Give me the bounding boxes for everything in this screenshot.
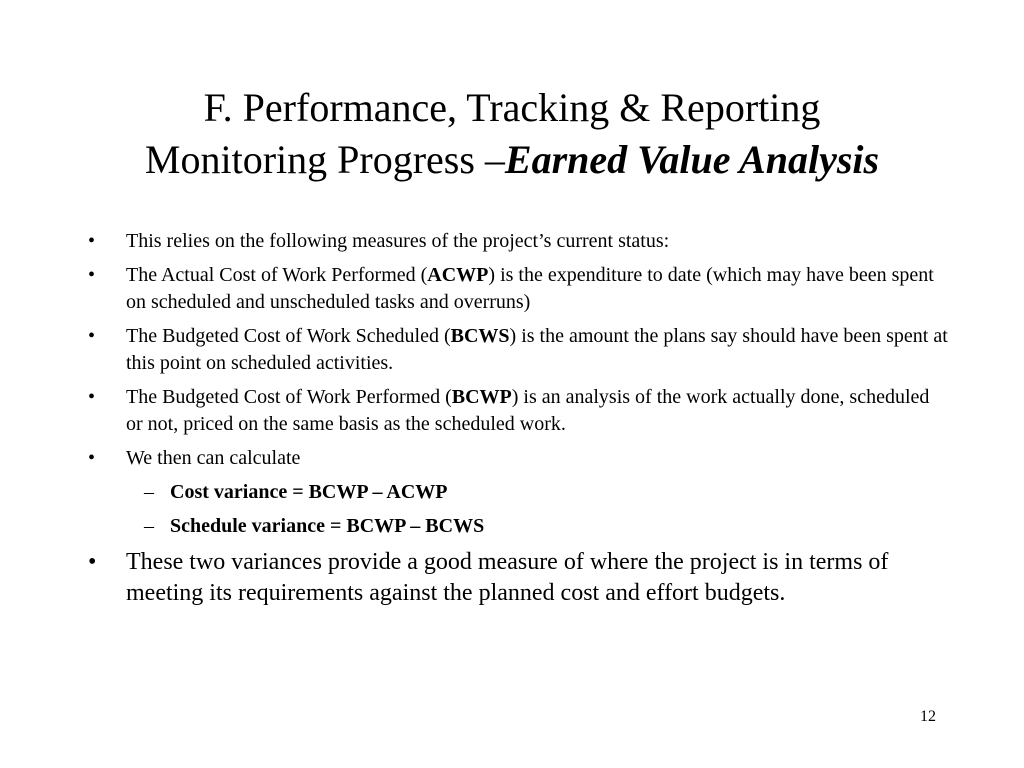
bullet-item [88, 445, 948, 472]
title-line-2-text: Monitoring Progress – [144, 137, 505, 182]
bullet-term: BCWP [451, 386, 512, 408]
bullet-marker: • [88, 549, 97, 575]
bullet-item [88, 384, 948, 438]
bullet-text: We then can calculate [126, 447, 301, 469]
bullet-text: The Budgeted Cost of Work Scheduled ( [126, 325, 451, 347]
bullet-term: ACWP [427, 264, 489, 286]
bullet-marker: • [88, 386, 96, 408]
sub-bullet-item [88, 479, 948, 506]
bullet-item [88, 547, 948, 609]
bullet-text: The Budgeted Cost of Work Performed ( [126, 386, 452, 408]
formula-text: Cost variance = BCWP – ACWP [170, 481, 448, 503]
bullet-text: ) is the amount the plans say should have been spent at this point on scheduled activities. [126, 325, 948, 374]
bullet-item [88, 228, 948, 255]
formula-text: Schedule variance = BCWP – BCWS [170, 515, 485, 537]
bullet-marker: • [88, 230, 96, 252]
title-line-2 [40, 134, 984, 186]
bullet-marker: • [88, 447, 96, 469]
bullet-marker: • [88, 325, 96, 347]
slide-body [88, 228, 948, 616]
dash-marker: – [144, 515, 154, 537]
slide-title [40, 82, 984, 186]
page-number: 12 [920, 708, 936, 725]
bullet-text: These two variances provide a good measure of where the project is in terms of meeting its requirements against the planned cost and effort budgets. [126, 549, 889, 606]
bullet-text: ) is an analysis of the work actually done, scheduled or not, priced on the same basis as the scheduled work. [126, 386, 930, 435]
bullet-term: BCWS [450, 325, 510, 347]
sub-bullet-item [88, 513, 948, 540]
title-line-1: F. Performance, Tracking & Reporting [203, 85, 821, 130]
title-emphasis: Earned Value Analysis [504, 137, 880, 182]
bullet-text: This relies on the following measures of the project’s current status: [126, 230, 670, 252]
bullet-text: ) is the expenditure to date (which may have been spent on scheduled and unscheduled tasks and overruns) [126, 264, 934, 313]
bullet-text: The Actual Cost of Work Performed ( [126, 264, 428, 286]
bullet-item [88, 262, 948, 316]
bullet-item [88, 323, 948, 377]
dash-marker: – [144, 481, 154, 503]
bullet-marker: • [88, 264, 96, 286]
